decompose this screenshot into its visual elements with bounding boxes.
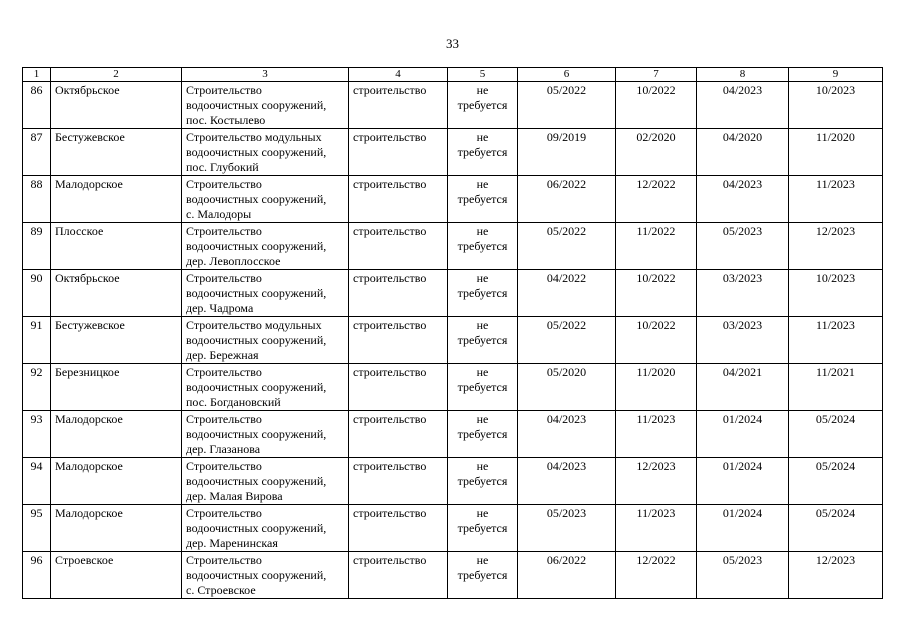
date-col-9: 12/2023: [789, 223, 883, 270]
row-number: 90: [23, 270, 51, 317]
description-line: Строительство: [186, 412, 262, 426]
column-header: 7: [616, 68, 697, 82]
description-line: дер. Левоплосское: [186, 254, 281, 268]
description-line: Строительство модульных: [186, 130, 322, 144]
project-description: [182, 364, 349, 411]
requirement-status: [448, 270, 518, 317]
description-line: водоочистных сооружений,: [186, 145, 327, 159]
page-number: 33: [446, 36, 459, 51]
date-col-9: 05/2024: [789, 458, 883, 505]
description-line: водоочистных сооружений,: [186, 427, 327, 441]
project-description: [182, 458, 349, 505]
description-line: дер. Глазанова: [186, 442, 261, 456]
date-col-9: 10/2023: [789, 270, 883, 317]
date-col-7: 02/2020: [616, 129, 697, 176]
work-type: строительство: [349, 317, 448, 364]
date-col-9: 05/2024: [789, 505, 883, 552]
requirement-status: [448, 411, 518, 458]
column-header: 8: [697, 68, 789, 82]
requirement-line: не: [476, 553, 489, 567]
date-col-9: 11/2020: [789, 129, 883, 176]
date-col-6: 04/2022: [518, 270, 616, 317]
requirement-status: [448, 317, 518, 364]
date-col-8: 04/2023: [697, 176, 789, 223]
description-line: водоочистных сооружений,: [186, 239, 327, 253]
description-line: дер. Чадрома: [186, 301, 254, 315]
description-line: с. Строевское: [186, 583, 256, 597]
date-col-9: 11/2023: [789, 317, 883, 364]
requirement-line: требуется: [457, 380, 508, 394]
requirement-line: не: [476, 130, 489, 144]
work-type: строительство: [349, 82, 448, 129]
row-number: 87: [23, 129, 51, 176]
date-col-6: 06/2022: [518, 552, 616, 599]
project-description: [182, 223, 349, 270]
date-col-7: 10/2022: [616, 317, 697, 364]
project-description: [182, 270, 349, 317]
column-header: 2: [51, 68, 182, 82]
work-type: строительство: [349, 176, 448, 223]
date-col-7: 11/2020: [616, 364, 697, 411]
requirement-line: не: [476, 318, 489, 332]
description-line: водоочистных сооружений,: [186, 521, 327, 535]
description-line: Строительство: [186, 83, 262, 97]
requirement-status: [448, 129, 518, 176]
description-line: Строительство: [186, 271, 262, 285]
date-col-8: 03/2023: [697, 270, 789, 317]
row-number: 94: [23, 458, 51, 505]
table-row: [23, 458, 883, 505]
description-line: дер. Малая Вирова: [186, 489, 283, 503]
row-number: 88: [23, 176, 51, 223]
description-line: пос. Глубокий: [186, 160, 259, 174]
table-row: [23, 82, 883, 129]
settlement-name: Малодорское: [51, 458, 182, 505]
work-type: строительство: [349, 411, 448, 458]
requirement-line: не: [476, 271, 489, 285]
column-header: 5: [448, 68, 518, 82]
description-line: Строительство: [186, 553, 262, 567]
requirement-line: не: [476, 506, 489, 520]
project-description: [182, 505, 349, 552]
requirement-status: [448, 364, 518, 411]
column-number-row: [23, 68, 883, 82]
date-col-7: 12/2022: [616, 176, 697, 223]
date-col-9: 11/2023: [789, 176, 883, 223]
requirement-status: [448, 223, 518, 270]
description-line: водоочистных сооружений,: [186, 474, 327, 488]
row-number: 91: [23, 317, 51, 364]
table-row: [23, 411, 883, 458]
work-type: строительство: [349, 505, 448, 552]
date-col-8: 05/2023: [697, 552, 789, 599]
description-line: Строительство: [186, 177, 262, 191]
project-description: [182, 317, 349, 364]
requirement-line: требуется: [457, 333, 508, 347]
date-col-9: 11/2021: [789, 364, 883, 411]
description-line: Строительство: [186, 506, 262, 520]
date-col-7: 11/2023: [616, 411, 697, 458]
description-line: с. Малодоры: [186, 207, 252, 221]
settlement-name: Октябрьское: [51, 82, 182, 129]
date-col-6: 05/2022: [518, 317, 616, 364]
row-number: 86: [23, 82, 51, 129]
table-row: [23, 364, 883, 411]
date-col-6: 04/2023: [518, 411, 616, 458]
date-col-6: 06/2022: [518, 176, 616, 223]
date-col-7: 10/2022: [616, 82, 697, 129]
table-row: [23, 223, 883, 270]
requirement-line: требуется: [457, 98, 508, 112]
date-col-9: 12/2023: [789, 552, 883, 599]
requirement-status: [448, 82, 518, 129]
date-col-8: 04/2023: [697, 82, 789, 129]
data-table: [22, 67, 883, 599]
column-header: 9: [789, 68, 883, 82]
project-description: [182, 82, 349, 129]
project-description: [182, 411, 349, 458]
date-col-9: 05/2024: [789, 411, 883, 458]
date-col-6: 09/2019: [518, 129, 616, 176]
description-line: водоочистных сооружений,: [186, 98, 327, 112]
row-number: 89: [23, 223, 51, 270]
table-row: [23, 129, 883, 176]
description-line: Строительство: [186, 365, 262, 379]
requirement-status: [448, 176, 518, 223]
date-col-8: 01/2024: [697, 505, 789, 552]
settlement-name: Плосское: [51, 223, 182, 270]
requirement-line: требуется: [457, 521, 508, 535]
description-line: дер. Бережная: [186, 348, 259, 362]
requirement-status: [448, 505, 518, 552]
date-col-7: 11/2023: [616, 505, 697, 552]
date-col-7: 12/2022: [616, 552, 697, 599]
work-type: строительство: [349, 458, 448, 505]
row-number: 92: [23, 364, 51, 411]
table-row: [23, 552, 883, 599]
settlement-name: Бестужевское: [51, 129, 182, 176]
settlement-name: Малодорское: [51, 411, 182, 458]
settlement-name: Строевское: [51, 552, 182, 599]
description-line: пос. Богдановский: [186, 395, 281, 409]
project-description: [182, 176, 349, 223]
table-row: [23, 505, 883, 552]
description-line: Строительство: [186, 459, 262, 473]
description-line: пос. Костылево: [186, 113, 266, 127]
requirement-line: требуется: [457, 286, 508, 300]
date-col-6: 04/2023: [518, 458, 616, 505]
date-col-8: 04/2021: [697, 364, 789, 411]
settlement-name: Березницкое: [51, 364, 182, 411]
date-col-8: 03/2023: [697, 317, 789, 364]
column-header: 1: [23, 68, 51, 82]
requirement-line: не: [476, 83, 489, 97]
table-row: [23, 317, 883, 364]
date-col-8: 05/2023: [697, 223, 789, 270]
date-col-7: 12/2023: [616, 458, 697, 505]
description-line: дер. Маренинская: [186, 536, 278, 550]
settlement-name: Октябрьское: [51, 270, 182, 317]
settlement-name: Малодорское: [51, 176, 182, 223]
requirement-status: [448, 458, 518, 505]
requirement-line: не: [476, 177, 489, 191]
requirement-line: требуется: [457, 239, 508, 253]
table-row: [23, 270, 883, 317]
description-line: водоочистных сооружений,: [186, 380, 327, 394]
table-row: [23, 176, 883, 223]
description-line: водоочистных сооружений,: [186, 286, 327, 300]
column-header: 6: [518, 68, 616, 82]
requirement-line: не: [476, 224, 489, 238]
requirement-status: [448, 552, 518, 599]
requirement-line: требуется: [457, 192, 508, 206]
description-line: водоочистных сооружений,: [186, 333, 327, 347]
date-col-6: 05/2020: [518, 364, 616, 411]
requirement-line: требуется: [457, 568, 508, 582]
description-line: Строительство: [186, 224, 262, 238]
date-col-6: 05/2022: [518, 223, 616, 270]
row-number: 93: [23, 411, 51, 458]
requirement-line: не: [476, 365, 489, 379]
work-type: строительство: [349, 364, 448, 411]
row-number: 95: [23, 505, 51, 552]
requirement-line: не: [476, 459, 489, 473]
date-col-6: 05/2022: [518, 82, 616, 129]
requirement-line: требуется: [457, 474, 508, 488]
date-col-9: 10/2023: [789, 82, 883, 129]
column-header: 3: [182, 68, 349, 82]
project-description: [182, 129, 349, 176]
date-col-6: 05/2023: [518, 505, 616, 552]
requirement-line: требуется: [457, 427, 508, 441]
date-col-7: 11/2022: [616, 223, 697, 270]
date-col-8: 01/2024: [697, 458, 789, 505]
settlement-name: Малодорское: [51, 505, 182, 552]
work-type: строительство: [349, 552, 448, 599]
description-line: Строительство модульных: [186, 318, 322, 332]
requirement-line: не: [476, 412, 489, 426]
requirement-line: требуется: [457, 145, 508, 159]
settlement-name: Бестужевское: [51, 317, 182, 364]
date-col-7: 10/2022: [616, 270, 697, 317]
description-line: водоочистных сооружений,: [186, 192, 327, 206]
date-col-8: 01/2024: [697, 411, 789, 458]
date-col-8: 04/2020: [697, 129, 789, 176]
work-type: строительство: [349, 129, 448, 176]
work-type: строительство: [349, 270, 448, 317]
description-line: водоочистных сооружений,: [186, 568, 327, 582]
work-type: строительство: [349, 223, 448, 270]
project-description: [182, 552, 349, 599]
row-number: 96: [23, 552, 51, 599]
column-header: 4: [349, 68, 448, 82]
